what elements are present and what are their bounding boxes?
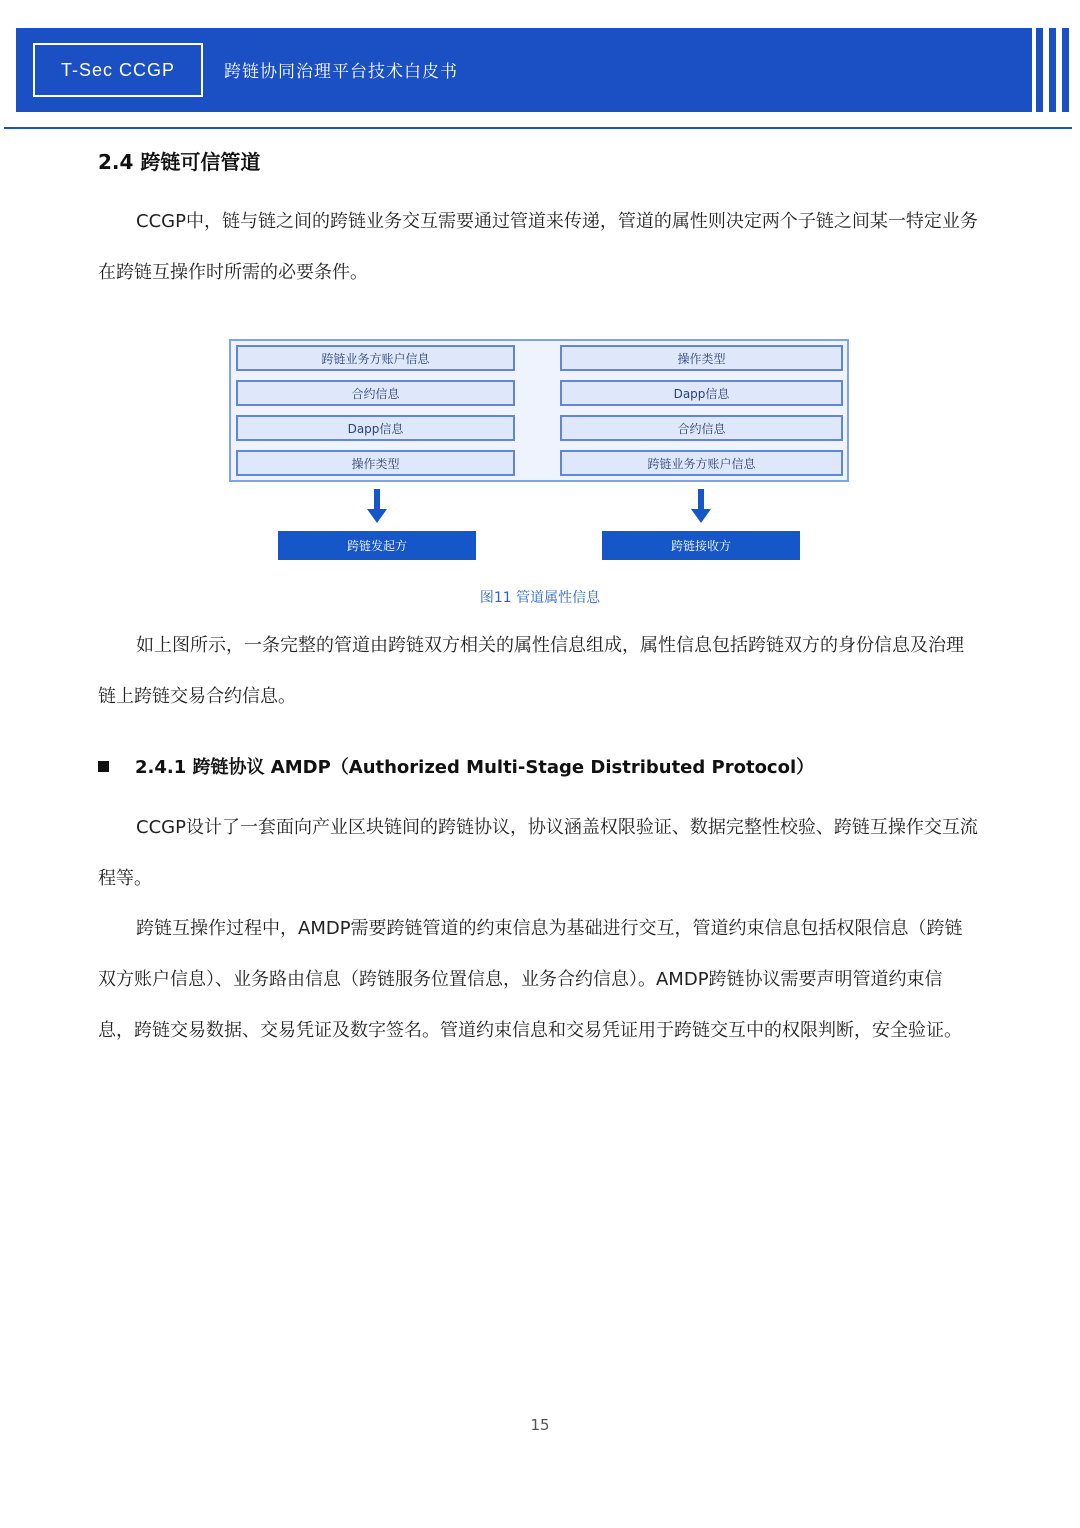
right-attribute-box: Dapp信息	[560, 380, 843, 406]
initiator-box: 跨链发起方	[278, 531, 476, 560]
right-attribute-box: 操作类型	[560, 345, 843, 371]
left-attribute-box: 跨链业务方账户信息	[236, 345, 515, 371]
figure-explanation	[98, 620, 978, 722]
header-stripe	[1036, 28, 1043, 112]
subsection-heading-text: 2.4.1 跨链协议 AMDP（Authorized Multi-Stage Distributed Protocol）	[135, 757, 815, 778]
section-paragraph	[98, 196, 978, 298]
receiver-box: 跨链接收方	[602, 531, 800, 560]
square-bullet-icon	[98, 761, 109, 772]
header-logo: T-Sec CCGP	[33, 43, 203, 97]
subsection-heading	[98, 753, 814, 779]
subsection-paragraph	[98, 802, 978, 904]
left-attribute-box: 合约信息	[236, 380, 515, 406]
down-arrow-icon	[367, 489, 387, 523]
left-attribute-box: Dapp信息	[236, 415, 515, 441]
page-number: 15	[530, 1416, 550, 1434]
header-stripe	[1062, 28, 1069, 112]
subsection-paragraph-text: 跨链互操作过程中，AMDP需要跨链管道的约束信息为基础进行交互，管道约束信息包括权限信息（跨链双方账户信息）、业务路由信息（跨链服务位置信息，业务合约信息）。AMDP跨链协议需要声明管道约束信息，跨链交易数据、交易凭证及数字签名。管道约束信息和交易凭证用于跨链交互中的权限判断，安全验证。	[98, 918, 963, 1041]
figure-caption: 图11 管道属性信息	[479, 590, 601, 606]
header-stripe	[1049, 28, 1056, 112]
subsection-paragraph-text: CCGP设计了一套面向产业区块链间的跨链协议，协议涵盖权限验证、数据完整性校验、跨链互操作交互流程等。	[98, 817, 978, 889]
section-paragraph-text: CCGP中，链与链之间的跨链业务交互需要通过管道来传递，管道的属性则决定两个子链之间某一特定业务在跨链互操作时所需的必要条件。	[98, 211, 978, 283]
down-arrow-icon	[691, 489, 711, 523]
right-attribute-box: 合约信息	[560, 415, 843, 441]
header-rule	[4, 127, 1072, 129]
right-attribute-box: 跨链业务方账户信息	[560, 450, 843, 476]
section-heading: 2.4 跨链可信管道	[98, 150, 261, 174]
left-attribute-box: 操作类型	[236, 450, 515, 476]
header-title: 跨链协同治理平台技术白皮书	[224, 62, 458, 82]
subsection-paragraph	[98, 903, 978, 1056]
figure-explanation-text: 如上图所示，一条完整的管道由跨链双方相关的属性信息组成，属性信息包括跨链双方的身份信息及治理链上跨链交易合约信息。	[98, 635, 964, 707]
